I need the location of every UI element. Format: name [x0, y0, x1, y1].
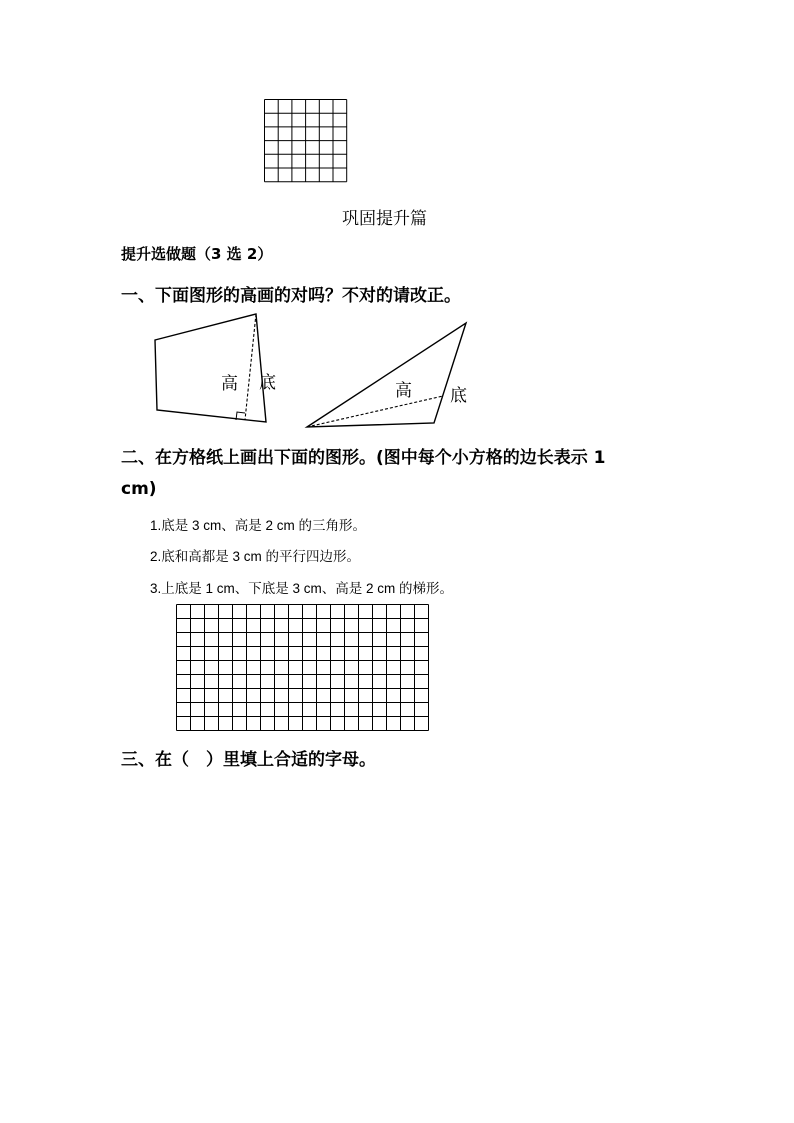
trapezoid-base-label: 底 [259, 373, 276, 393]
question-2-item-2: 2.底和高都是 3 cm 的平行四边形。 [150, 549, 361, 564]
triangle-height-label: 高 [395, 381, 412, 401]
question-2-title-cont: cm) [121, 479, 157, 499]
trapezoid-shape [155, 314, 266, 422]
question-2-title: 二、在方格纸上画出下面的图形。(图中每个小方格的边长表示 1 [121, 448, 606, 468]
triangle-base-label: 底 [450, 386, 467, 406]
question-3-title: 三、在（ ）里填上合适的字母。 [121, 750, 376, 770]
section-subtitle: 提升选做题（3 选 2） [121, 245, 273, 263]
question-2-item-1: 1.底是 3 cm、高是 2 cm 的三角形。 [150, 518, 367, 533]
trapezoid-height-line [245, 314, 256, 420]
top-grid-paper [264, 99, 348, 183]
trapezoid-height-label: 高 [221, 374, 238, 394]
triangle-height-line [307, 396, 443, 427]
page-title: 巩固提升篇 [342, 209, 427, 229]
question-1-figures [150, 310, 480, 435]
question-2-item-3: 3.上底是 1 cm、下底是 3 cm、高是 2 cm 的梯形。 [150, 581, 454, 596]
question-1-title: 一、下面图形的高画的对吗？不对的请改正。 [121, 286, 461, 306]
drawing-grid-paper[interactable] [176, 604, 430, 731]
triangle-shape [307, 323, 466, 427]
